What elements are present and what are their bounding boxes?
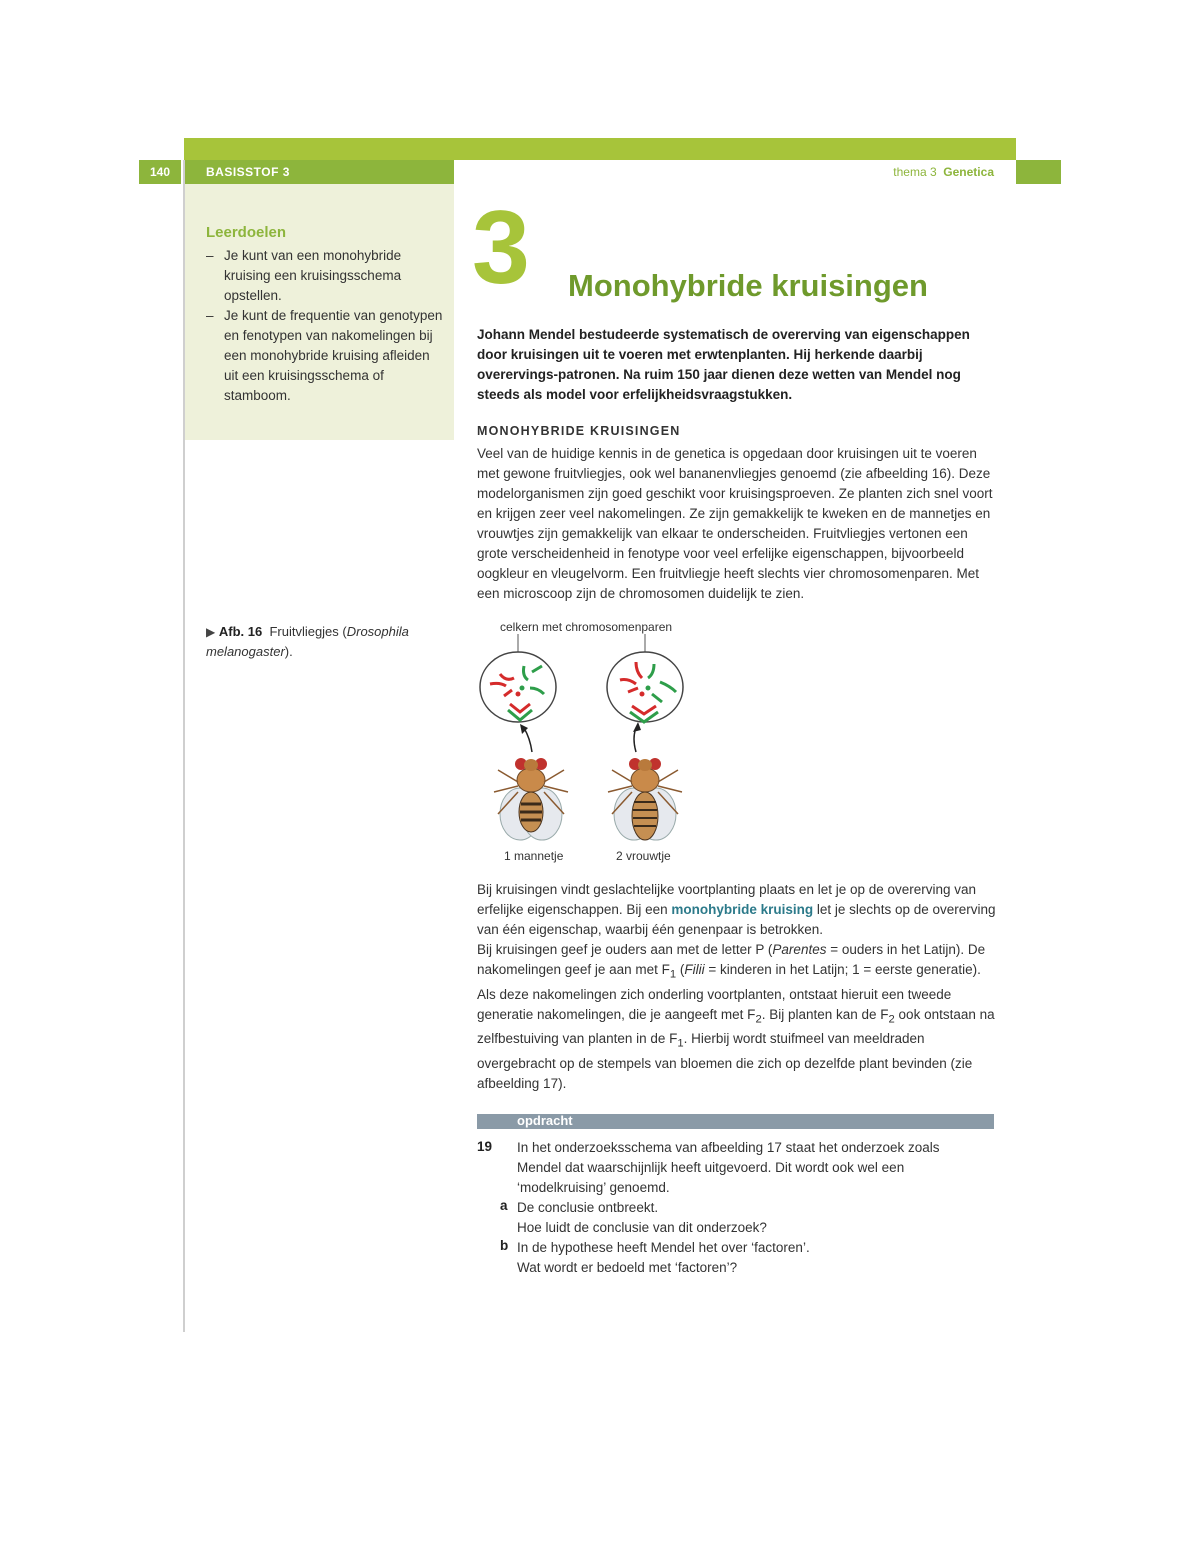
- paragraph-text: . Hierbij wordt stuifmeel van meeldraden overgebracht op de stempels van bloemen die zich op dezelfde plant bevinden (zie afbeelding 17).: [477, 1031, 973, 1092]
- subscript: 2: [888, 1013, 895, 1026]
- nucleus-female: [607, 652, 683, 722]
- paragraph-text: let je slechts op de overerving van één eigenschap, waarbij één genenpaar is betrokken.: [477, 902, 996, 937]
- nucleus-male: [480, 652, 556, 722]
- subquestion-a-line1: De conclusie ontbreekt.: [517, 1200, 659, 1215]
- paragraph-text: = ouders in het Latijn). De nakomelingen geef je aan met F: [477, 942, 986, 977]
- header-top-band: [184, 138, 1016, 160]
- arrow-male-icon: [524, 728, 532, 752]
- subscript: 2: [755, 1013, 762, 1026]
- figure-top-label: celkern met chromosomenparen: [500, 620, 673, 634]
- chapter-intro: Johann Mendel bestudeerde systematisch de overerving van eigenschappen door kruisingen uit te voeren met erwtenplanten. Hij herkende daarbij overervings-patronen. Na ruim 150 jaar dienen deze wetten van Mendel nog steeds als model voor erfelijkheidsvraagstukken.: [477, 327, 970, 402]
- learning-goal-text: Je kunt van een monohybride kruising een kruisingsschema opstellen.: [224, 248, 402, 303]
- fly-female-icon: [608, 758, 682, 840]
- paragraph-text: Bij kruisingen vindt geslachtelijke voortplanting plaats en let je op de overerving van erfelijke eigenschappen. Bij een: [477, 882, 977, 917]
- learning-goals-list: [206, 246, 446, 406]
- caption-label: Afb. 16: [218, 624, 263, 639]
- chapter-number: 3: [472, 190, 530, 306]
- theme-name: Genetica: [943, 165, 994, 179]
- latin-term: Filii: [684, 962, 705, 977]
- question-number: 19: [477, 1139, 493, 1154]
- theme-number: thema 3: [893, 165, 937, 179]
- learning-goal-text: Je kunt de frequentie van genotypen en fenotypen van nakomelingen bij een monohybride kruising afleiden uit een kruisingsschema of stamboom.: [224, 308, 443, 403]
- keyword-monohybride: monohybride kruising: [671, 902, 814, 917]
- paragraph-text: ook ontstaan na zelfbestuiving van planten in de F: [477, 1006, 995, 1047]
- section-paragraph-3: [477, 940, 997, 1094]
- subquestion-b-line1: In de hypothese heeft Mendel het over ‘factoren’.: [517, 1240, 810, 1255]
- caption-arrow-icon: ▶: [206, 625, 216, 639]
- label-female: 2 vrouwtje: [616, 849, 671, 863]
- header-left-block: [139, 160, 454, 184]
- paragraph-text: . Bij planten kan de F: [761, 1006, 889, 1022]
- theme-label: [893, 160, 994, 184]
- assignment-label: opdracht: [517, 1113, 573, 1128]
- latin-term: Parentes: [772, 942, 827, 957]
- subquestion-letter-a: a: [500, 1198, 508, 1213]
- page-number: 140: [149, 165, 171, 179]
- learning-goal-item: – Je kunt van een monohybride kruising een kruisingsschema opstellen.: [206, 248, 402, 303]
- paragraph-text: Bij kruisingen geef je ouders aan met de letter P (: [477, 942, 773, 957]
- fly-male-icon: [494, 758, 568, 840]
- caption-text: Fruitvliegjes (: [269, 624, 347, 639]
- paragraph-text: (: [676, 962, 685, 977]
- section-paragraph: Veel van de huidige kennis in de genetica is opgedaan door kruisingen uit te voeren met gewone fruitvliegjes, ook wel bananenvliegjes genoemd (zie afbeelding 16). Deze modelorganismen zijn goed geschikt voor kruisingsproeven. Ze planten zich snel voort en krijgen zeer veel nakomelingen. Ze zijn gemakkelijk te kweken en de mannetjes en vrouwtjes zijn gemakkelijk van elkaar te onderscheiden. Fruitvliegjes vertonen een grote verscheidenheid in fenotype voor veel erfelijke eigenschappen, bijvoorbeeld oogkleur en vleugelvorm. Een fruitvliegje heeft slechts vier chromosomenparen. Met een microscoop zijn de chromosomen duidelijk te zien.: [477, 446, 993, 601]
- figure-caption: [206, 622, 426, 661]
- arrow-head-female-icon: [633, 722, 641, 732]
- chapter-title: Monohybride kruisingen: [568, 268, 928, 303]
- subquestion-a-line2: Hoe luidt de conclusie van dit onderzoek?: [517, 1220, 767, 1235]
- section-heading: MONOHYBRIDE KRUISINGEN: [477, 424, 681, 438]
- question-text: In het onderzoeksschema van afbeelding 17 staat het onderzoek zoals Mendel dat waarschijnlijk heeft uitgevoerd. Dit wordt ook wel een ‘modelkruising’ genoemd.: [517, 1140, 940, 1195]
- header-right-block: [1016, 160, 1061, 184]
- subscript: 1: [677, 1038, 684, 1051]
- paragraph-text: = kinderen in het Latijn; 1 = eerste generatie). Als deze nakomelingen zich onderling voortplanten, ontstaat hieruit een tweede generatie nakomelingen, die je aangeeft met F: [477, 962, 981, 1022]
- label-male: 1 mannetje: [504, 849, 564, 863]
- section-label: BASISSTOF 3: [206, 165, 290, 179]
- subscript: 1: [669, 968, 677, 981]
- learning-goals-title: Leerdoelen: [206, 224, 287, 241]
- subquestion-b-line2: Wat wordt er bedoeld met ‘factoren’?: [517, 1260, 738, 1275]
- learning-goal-item: – Je kunt de frequentie van genotypen en fenotypen van nakomelingen bij een monohybride kruising afleiden uit een kruisingsschema of stamboom.: [206, 308, 443, 403]
- subquestion-letter-b: b: [500, 1238, 509, 1253]
- section-paragraph-2: [477, 880, 997, 940]
- caption-end: ).: [284, 644, 293, 659]
- caption-species: Drosophila melanogaster: [206, 624, 409, 659]
- fruitfly-figure: [470, 614, 710, 872]
